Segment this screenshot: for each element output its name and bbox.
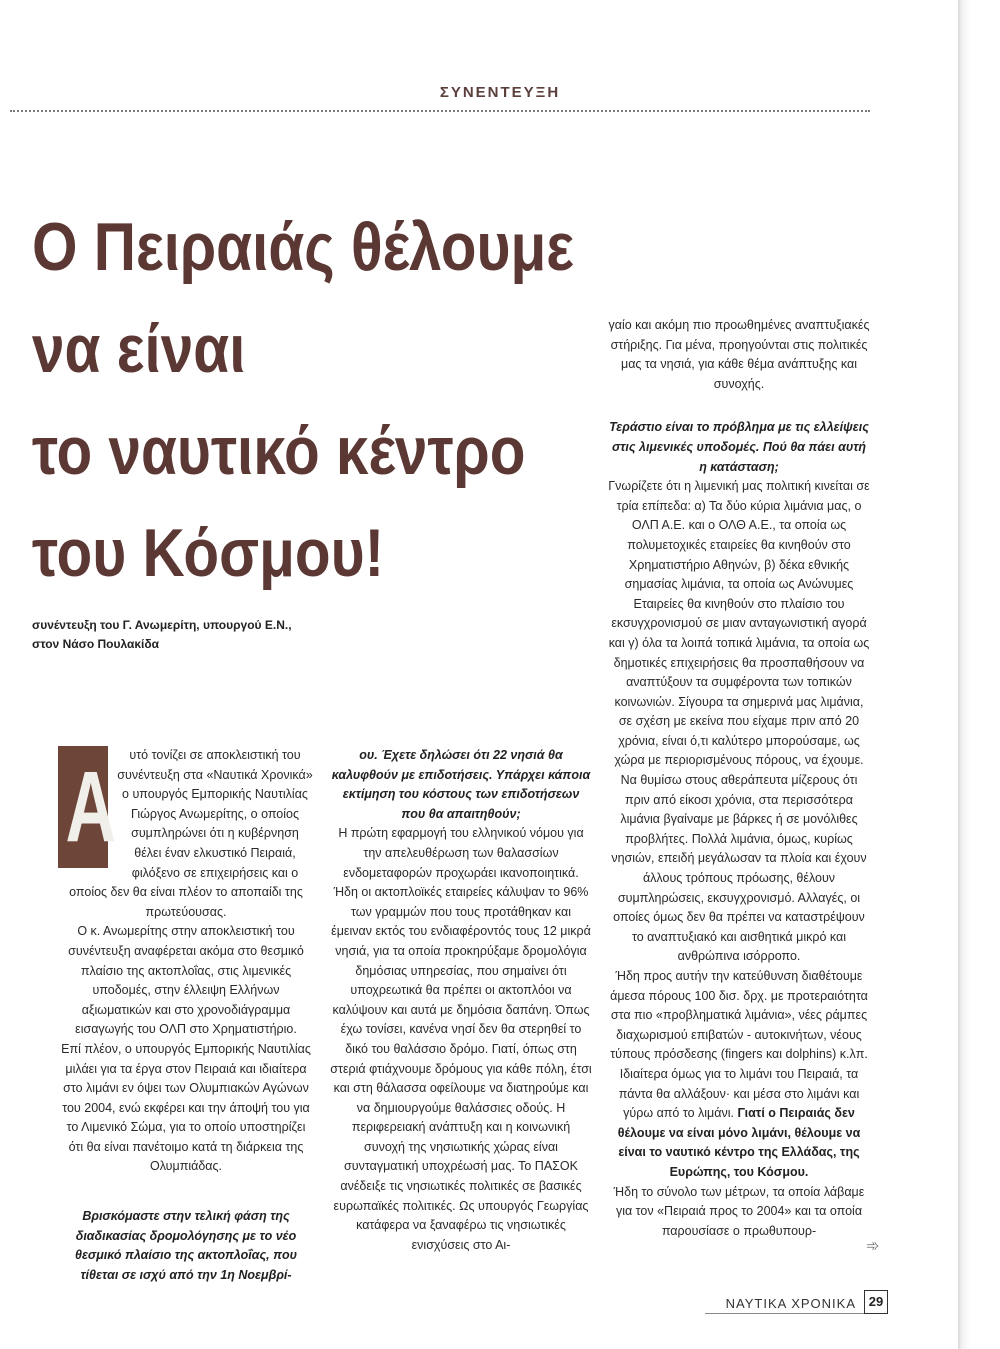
headline-line-2: να είναι bbox=[32, 311, 246, 387]
answer-2: Γνωρίζετε ότι η λιμενική μας πολιτική κινείται σε τρία επίπεδα: α) Τα δύο κύρια λιμάνια μας, ο ΟΛΠ Α.Ε. και ο ΟΛΘ Α.Ε., τα οποία ως πολυμετοχικές εταιρείες θα κινηθούν στο Χρηματιστήριο Αθηνών, β) δέκα εθνικής σημασίας λιμάνια, τα οποία ως Ανώνυμες Εταιρείες θα κινηθούν στο πλαίσιο του εκσυγχρονισμού σε μιαν ανταγωνιστική αγορά και γ) όλα τα λοιπά τοπικά λιμάνια, τα οποία ως δημοτικές επιχειρήσεις θα προσπαθήσουν να αναπτύξουν τα συμφέροντα των τοπικών κοινωνιών. Σίγουρα τα σημερινά μας λιμάνια, σε σχέση με εκείνα που είχαμε πριν από 20 χρόνια, είναι ό,τι καλύτερο μπορούσαμε, ως χώρα με περιορισμένους πόρους, να έχουμε. Να θυμίσω στους αθεράπευτα μίζερους ότι πριν από είκοσι χρόνια, στα περισσότερα λιμάνια βγαίναμε με βάρκες ή σε μονόλιθες προβλήτες. Πολλά λιμάνια, όμως, κυρίως νησιών, επειδή μεγάλωσαν τα πλοία και έχουν άλλους τρόπους πρόωσης, θέλουν συμπληρώσεις, εκσυγχρονισμό. Αλλαγές, οι οποίες όμως δεν θα πρέπει να καταστρέψουν το αναπτυξιακό και αισθητικά μικρό και ανθρώπινα ισόρροπο. bbox=[608, 479, 870, 964]
answer-2-paragraph-2 bbox=[608, 967, 870, 1183]
article-column-3 bbox=[608, 316, 870, 1241]
page-edge bbox=[958, 0, 1000, 1349]
section-label: ΣΥΝΕΝΤΕΥΞΗ bbox=[439, 84, 561, 101]
headline-line-3: το ναυτικό κέντρο bbox=[32, 413, 526, 489]
continue-arrow-icon: ➾ bbox=[866, 1238, 880, 1255]
byline-line-1: συνέντευξη του Γ. Ανωμερίτη, υπουργού Ε.Ν., bbox=[32, 618, 292, 632]
intro-paragraph-3: Επί πλέον, ο υπουργός Εμπορικής Ναυτιλίας μιλάει για τα έργα στον Πειραιά και ιδιαίτερα στο λιμάνι εν όψει των Ολυμπιακών Αγώνων του 2004, ενώ εκφέρει και την άποψή του για το Λιμενικό Σώμα, για το οποίο υποστηρίζει ότι θα είναι πανέτοιμο κατά τη διάρκεια της Ολυμπιάδας. bbox=[61, 1041, 311, 1174]
section-rule bbox=[10, 110, 870, 112]
lead-paragraph: υτό τονίζει σε αποκλειστική του συνέντευξη στα «Ναυτικά Χρονικά» ο υπουργός Εμπορικής Ναυτιλίας Γιώργος Ανωμερίτης, ο οποίος συμπληρώνει ότι η κυβέρνηση θέλει έναν ελκυστικό Πειραιά, φιλόξενο σε επιχειρήσεις και ο οποίος δεν θα είναι πλέον το αποπαίδι της πρωτεύουσας. bbox=[69, 748, 313, 919]
answer-2-bold: Γιατί ο Πειραιάς δεν θέλουμε να είναι μόνο λιμάνι, θέλουμε να είναι το ναυτικό κέντρο της Ελλάδας, της Ευρώπης, του Κόσμου. bbox=[617, 1106, 861, 1179]
answer-2-text: Ήδη προς αυτήν την κατεύθυνση διαθέτουμε άμεσα πόρους 100 δισ. δρχ. με προτεραιότητα στα πιο «προβληματικά λιμάνια», νέες ράμπες διαχωρισμού επιβατών - αυτοκινήτων, νέους τύπους πρόσδεσης (fingers και dolphins) κ.λπ. Ιδιαίτερα όμως για το λιμάνι του Πειραιά, τα πάντα θα αλλάξουν· και μέσα στο λιμάνι και γύρω από το λιμάνι. bbox=[610, 969, 868, 1121]
answer-1: Η πρώτη εφαρμογή του ελληνικού νόμου για την απελευθέρωση των θαλασσίων ενδομεταφορών προχωράει ικανοποιητικά. Ήδη οι ακτοπλοϊκές εταιρείες κάλυψαν το 96% των γραμμών που τους προτάθηκαν και έμειναν εκτός του ενδιαφέροντός τους 12 μικρά νησιά, για τα οποία προκηρύξαμε δρομολόγια δημόσιας υπηρεσίας, που σημαίνει ότι υποχρεωτικά θα πρέπει οι ακτοπλόοι να καλύψουν και αυτά με δημόσια δαπάνη. Όπως έχω τονίσει, κανένα νησί δεν θα στερηθεί το δικό του θαλάσσιο δρόμο. Γιατί, όπως στη στεριά φτιάχνουμε δρόμους για κάθε πόλη, έτσι και στη θάλασσα οφείλουμε να διατηρούμε και να δημιουργούμε θαλάσσιες οδούς. Η περιφερειακή ανάπτυξη και η κοινωνική συνοχή της νησιωτικής χώρας είναι συνταγματική υποχρέωσή μας. Το ΠΑΣΟΚ ανέδειξε τις νησιωτικές πολιτικές σε βασικές ευρωπαϊκές πολιτικές. Ως υπουργός Γεωργίας κατάφερα να ξαναφέρω τις νησιωτικές ενισχύσεις στο Αι- bbox=[330, 826, 592, 1252]
page-number: 29 bbox=[864, 1290, 888, 1314]
answer-2-paragraph-3: Ήδη το σύνολο των μέτρων, τα οποία λάβαμε για τον «Πειραιά προς το 2004» και τα οποία παρουσίασε ο πρωθυπουρ- bbox=[613, 1184, 865, 1238]
footer-rule bbox=[705, 1313, 865, 1314]
interview-question-1-cont: ου. Έχετε δηλώσει ότι 22 νησιά θα καλυφθούν με επιδοτήσεις. Υπάρχει κάποια εκτίμηση του κόστους των επιδοτήσεων που θα απαιτηθούν; bbox=[331, 748, 591, 821]
footer-magazine-title: ΝΑΥΤΙΚΑ ΧΡΟΝΙΚΑ bbox=[725, 1296, 856, 1311]
byline-line-2: στον Νάσο Πουλακίδα bbox=[32, 637, 160, 651]
interview-question-2: Τεράστιο είναι το πρόβλημα με τις ελλείψεις στις λιμενικές υποδομές. Πού θα πάει αυτή η κατάσταση; bbox=[609, 420, 869, 474]
headline-line-1: Ο Πειραιάς θέλουμε bbox=[32, 209, 575, 285]
drop-cap-letter: Α bbox=[65, 751, 117, 863]
article-column-1 bbox=[58, 746, 314, 1285]
byline bbox=[32, 616, 392, 654]
headline-line-4: του Κόσμου! bbox=[32, 515, 385, 591]
drop-cap bbox=[58, 746, 117, 868]
interview-question-1: Βρισκόμαστε στην τελική φάση της διαδικασίας δρομολόγησης με το νέο θεσμικό πλαίσιο της ακτοπλοΐας, που τίθεται σε ισχύ από την 1η Νοεμβρί- bbox=[74, 1209, 298, 1282]
article-column-2 bbox=[330, 746, 592, 1255]
headline bbox=[32, 196, 575, 604]
answer-1-cont: γαίο και ακόμη πιο προωθημένες αναπτυξιακές στήριξης. Για μένα, προηγούνται στις πολιτικές μας τα νησιά, για κάθε θέμα ανάπτυξης και συνοχής. bbox=[608, 318, 870, 391]
intro-paragraph-2: Ο κ. Ανωμερίτης στην αποκλειστική του συνέντευξη αναφέρεται ακόμα στο θεσμικό πλαίσιο της ακτοπλοΐας, στις λιμενικές υποδομές, στην έλλειψη Ελλήνων αξιωματικών και στο χρονοδιάγραμμα εισαγωγής του ΟΛΠ στο Χρηματιστήριο. bbox=[68, 924, 304, 1037]
